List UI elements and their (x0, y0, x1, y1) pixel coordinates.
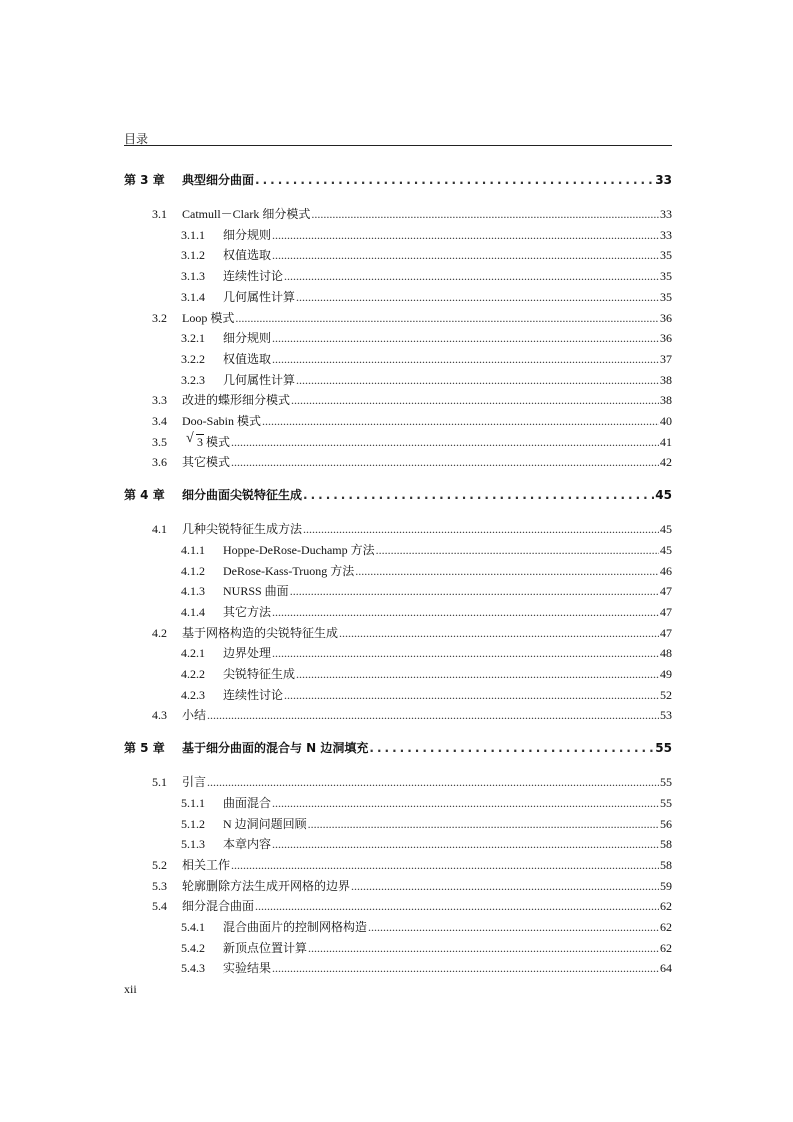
toc-entry-page: 59 (660, 878, 672, 893)
header-rule (124, 145, 672, 146)
toc-entry-number: 3.6 (152, 455, 167, 470)
dot-leader (272, 331, 659, 345)
toc-entry[interactable] (124, 872, 672, 893)
toc-entry[interactable] (124, 598, 672, 619)
toc-entry-page: 47 (660, 584, 672, 599)
dot-leader (231, 455, 659, 469)
toc-entry-number: 3.2.3 (181, 372, 205, 387)
toc-entry-page: 49 (660, 667, 672, 681)
toc-entry-number: 4.2.3 (181, 687, 205, 702)
toc-entry-title: 实验结果 (223, 961, 272, 976)
toc-entry[interactable] (124, 448, 672, 469)
toc-entry-number: 3.2 (152, 310, 167, 325)
dot-leader (369, 741, 654, 755)
toc-entry-page: 55 (660, 775, 672, 790)
toc-entry-page: 36 (660, 310, 672, 325)
toc-entry-number: 5.1.2 (181, 816, 205, 831)
dot-leader (272, 796, 659, 810)
toc-entry-title: 新顶点位置计算 (223, 940, 308, 955)
toc-entry-number: 3.2.1 (181, 331, 205, 346)
page-number: xii (124, 982, 137, 996)
toc-entry-title: √ 3 模式 (186, 430, 231, 449)
toc-entry-number: 3.1 (152, 207, 167, 221)
dot-leader (339, 626, 659, 640)
toc-entry-number: 3.1.1 (181, 227, 205, 242)
toc-entry[interactable] (124, 810, 672, 831)
dot-leader (207, 708, 659, 722)
toc-entry[interactable] (124, 660, 672, 681)
dot-leader (290, 584, 659, 598)
dot-leader (303, 488, 654, 502)
dot-leader (272, 605, 659, 619)
dot-leader (284, 269, 659, 283)
toc-entry-title: N 边洞问题回顾 (223, 816, 307, 831)
toc-entry-page: 45 (660, 542, 672, 557)
toc-entry-number: 第 3 章 (124, 173, 165, 187)
dot-leader (255, 899, 659, 913)
toc-entry-title: 引言 (182, 775, 207, 790)
toc-entry-title: Catmull－Clark 细分模式 (182, 207, 311, 221)
toc-entry[interactable] (124, 681, 672, 702)
toc-entry-page: 48 (660, 646, 672, 661)
toc-chapter-entry[interactable] (124, 734, 672, 755)
toc-entry-number: 3.2.2 (181, 351, 205, 366)
toc-entry-page: 58 (660, 857, 672, 872)
toc-entry-title: 细分曲面尖锐特征生成 (182, 488, 303, 503)
toc-entry[interactable] (124, 221, 672, 242)
dot-leader (376, 543, 659, 557)
toc-entry-page: 45 (655, 488, 672, 503)
toc-entry[interactable] (124, 241, 672, 262)
dot-leader (272, 961, 659, 975)
toc-entry-number: 3.1.3 (181, 269, 205, 284)
toc-chapter-entry[interactable] (124, 166, 672, 187)
toc-entry[interactable] (124, 515, 672, 536)
dot-leader (308, 941, 659, 955)
toc-entry-title: 小结 (182, 708, 207, 723)
toc-entry-page: 35 (660, 269, 672, 284)
dot-leader (296, 290, 659, 304)
toc-entry-page: 46 (660, 563, 672, 578)
toc-entry-title: 改进的蝶形细分模式 (182, 393, 291, 408)
toc-entry-title: 几何属性计算 (223, 289, 296, 304)
toc-entry-page: 40 (660, 414, 672, 428)
toc-entry-number: 5.1.3 (181, 837, 205, 852)
toc-entry-page: 37 (660, 351, 672, 366)
toc-entry-number: 3.3 (152, 393, 167, 408)
toc-entry[interactable] (124, 639, 672, 660)
toc-entry-title: DeRose-Kass-Truong 方法 (223, 563, 355, 578)
dot-leader (231, 858, 659, 872)
toc-entry-title: 尖锐特征生成 (223, 667, 296, 681)
toc-entry-number: 4.1.4 (181, 604, 205, 619)
dot-leader (308, 817, 659, 831)
toc-entry-title: 细分规则 (223, 227, 272, 242)
toc-entry-page: 33 (660, 227, 672, 242)
toc-entry-title: 其它方法 (223, 604, 272, 619)
toc-entry-number: 5.3 (152, 878, 167, 893)
dot-leader (272, 646, 659, 660)
toc-entry[interactable] (124, 577, 672, 598)
toc-entry-number: 4.2 (152, 625, 167, 640)
toc-entry[interactable] (124, 407, 672, 428)
toc-entry[interactable] (124, 345, 672, 366)
toc-entry-number: 第 5 章 (124, 741, 165, 756)
toc-entry-page: 38 (660, 393, 672, 408)
toc-entry-number: 5.4.2 (181, 940, 205, 955)
toc-entry-title: 几种尖锐特征生成方法 (182, 522, 303, 537)
toc-entry-number: 4.1 (152, 522, 167, 537)
toc-entry-title: 基于细分曲面的混合与 N 边洞填充 (182, 741, 369, 756)
toc-entry-page: 42 (660, 455, 672, 470)
toc-entry-number: 5.2 (152, 857, 167, 872)
toc-entry-page: 35 (660, 289, 672, 304)
toc-entry[interactable] (124, 892, 672, 913)
toc-entry-page: 56 (660, 816, 672, 831)
toc-entry-title: 混合曲面片的控制网格构造 (223, 920, 368, 934)
running-header: 目录 (124, 132, 149, 146)
toc-entry-title: Loop 模式 (182, 310, 235, 325)
toc-entry-number: 5.4.3 (181, 961, 205, 976)
dot-leader (231, 435, 659, 449)
toc-entry[interactable] (124, 386, 672, 407)
dot-leader (207, 775, 659, 789)
toc-entry-page: 55 (660, 795, 672, 810)
toc-entry-page: 53 (660, 708, 672, 723)
toc-entry-number: 第 4 章 (124, 488, 165, 503)
toc-entry-page: 41 (660, 434, 672, 449)
toc-chapter-entry[interactable] (124, 481, 672, 502)
toc-entry-title: 连续性讨论 (223, 269, 284, 284)
toc-entry-title: 权值选取 (223, 351, 272, 366)
toc-entry-number: 4.1.2 (181, 563, 205, 578)
sqrt-symbol: √ 3 (186, 430, 203, 449)
toc-entry-title: NURSS 曲面 (223, 584, 289, 599)
toc-entry-page: 47 (660, 625, 672, 640)
toc-entry-page: 64 (660, 961, 672, 976)
toc-entry-title: 本章内容 (223, 837, 272, 852)
dot-leader (368, 920, 659, 934)
toc-entry[interactable] (124, 701, 672, 722)
toc-entry-page: 33 (660, 207, 672, 221)
dot-leader (272, 352, 659, 366)
toc-entry[interactable] (124, 830, 672, 851)
toc-entry-title: 几何属性计算 (223, 372, 296, 387)
toc-entry-page: 38 (660, 372, 672, 387)
toc-entry-title: 典型细分曲面 (182, 173, 255, 187)
toc-entry-page: 45 (660, 522, 672, 537)
toc-entry[interactable] (124, 913, 672, 934)
toc-entry[interactable] (124, 934, 672, 955)
toc-entry[interactable] (124, 557, 672, 578)
toc-entry[interactable] (124, 283, 672, 304)
toc-entry-number: 4.3 (152, 708, 167, 723)
toc-entry-title: 边界处理 (223, 646, 272, 661)
dot-leader (351, 879, 659, 893)
toc-entry[interactable] (124, 954, 672, 975)
toc-entry[interactable] (124, 200, 672, 221)
toc-entry-title: 轮廓删除方法生成开网格的边界 (182, 878, 351, 893)
toc-entry-title: 细分规则 (223, 331, 272, 346)
toc-entry-number: 5.1 (152, 775, 167, 790)
toc-entry-number: 3.5 (152, 434, 167, 449)
toc-entry-number: 5.1.1 (181, 795, 205, 810)
toc-entry-number: 5.4 (152, 899, 167, 914)
toc-entry[interactable] (124, 262, 672, 283)
toc-entry-number: 5.4.1 (181, 920, 205, 934)
dot-leader (272, 248, 659, 262)
toc-entry-title: 细分混合曲面 (182, 899, 255, 914)
toc-entry[interactable] (124, 536, 672, 557)
toc-entry-title: 权值选取 (223, 248, 272, 263)
toc-entry[interactable] (124, 366, 672, 387)
toc-entry-title: Doo-Sabin 模式 (182, 414, 261, 428)
toc-entry-page: 36 (660, 331, 672, 346)
toc-entry-number: 4.1.3 (181, 584, 205, 599)
toc-entry-number: 3.4 (152, 414, 167, 428)
toc-entry[interactable] (124, 789, 672, 810)
toc-entry[interactable] (124, 428, 672, 449)
toc-entry-number: 3.1.4 (181, 289, 205, 304)
toc-entry-number: 3.1.2 (181, 248, 205, 263)
toc-entry[interactable] (124, 619, 672, 640)
toc-entry[interactable] (124, 324, 672, 345)
dot-leader (355, 564, 659, 578)
dot-leader (272, 837, 659, 851)
dot-leader (296, 373, 659, 387)
dot-leader (235, 311, 659, 325)
dot-leader (284, 688, 659, 702)
toc-entry-page: 52 (660, 687, 672, 702)
toc-entry-page: 62 (660, 899, 672, 914)
dot-leader (272, 228, 659, 242)
toc-entry-number: 4.1.1 (181, 542, 205, 557)
toc-entry[interactable] (124, 304, 672, 325)
toc-entry-page: 55 (655, 741, 672, 756)
toc-entry-title: 曲面混合 (223, 795, 272, 810)
dot-leader (303, 522, 659, 536)
toc-entry-title: 连续性讨论 (223, 687, 284, 702)
dot-leader (262, 414, 659, 428)
dot-leader (311, 207, 659, 221)
dot-leader (296, 667, 659, 681)
toc-entry-title: 基于网格构造的尖锐特征生成 (182, 625, 339, 640)
toc-entry[interactable] (124, 768, 672, 789)
toc-entry-number: 4.2.2 (181, 667, 205, 681)
toc-entry-page: 62 (660, 940, 672, 955)
toc-entry[interactable] (124, 851, 672, 872)
toc-entry-page: 47 (660, 604, 672, 619)
toc-entry-title: 相关工作 (182, 857, 231, 872)
toc-entry-title: 其它模式 (182, 455, 231, 470)
dot-leader (291, 393, 659, 407)
toc-entry-page: 35 (660, 248, 672, 263)
toc-entry-number: 4.2.1 (181, 646, 205, 661)
dot-leader (255, 173, 654, 187)
toc-entry-page: 33 (655, 173, 672, 187)
toc-entry-title: Hoppe-DeRose-Duchamp 方法 (223, 542, 375, 557)
toc-entry-page: 58 (660, 837, 672, 852)
toc-entry-page: 62 (660, 920, 672, 934)
